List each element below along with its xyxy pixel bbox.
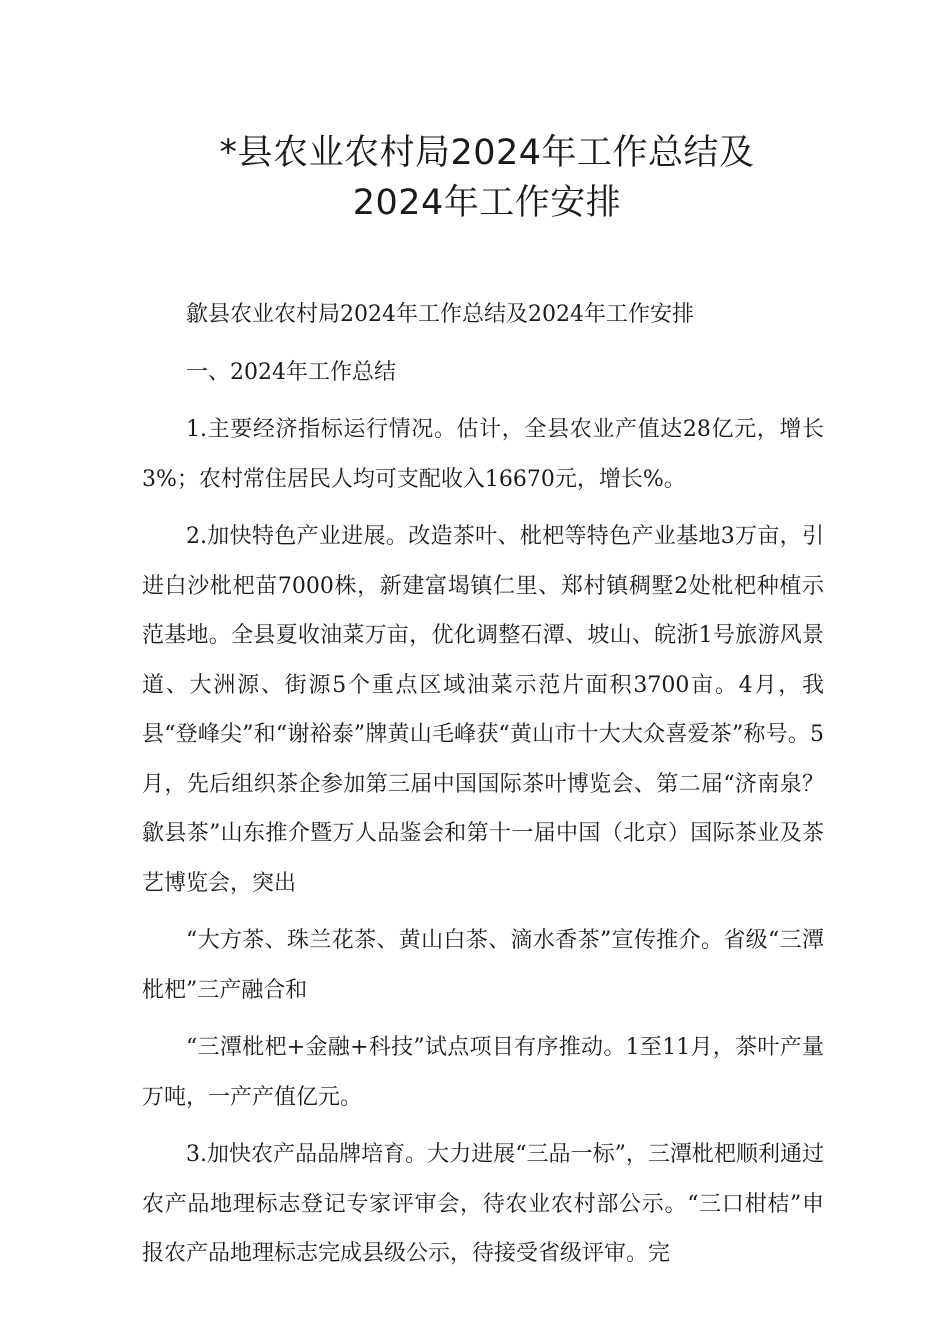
paragraph-economic-indicators: 1.主要经济指标运行情况。估计，全县农业产值达28亿元，增长3%；农村常住居民人均可支配收入16670元，增长%。 [142, 417, 824, 492]
paragraph-section-heading: 一、2024年工作总结 [186, 359, 396, 385]
paragraph-tea-promotion: “大方茶、珠兰花茶、黄山白茶、滴水香茶”宣传推介。省级“三潭枇杷”三产融合和 [142, 928, 824, 1003]
paragraph-brand-cultivation: 3.加快农产品品牌培育。大力进展“三品一标”，三潭枇杷顺利通过农产品地理标志登记专家评审会，待农业农村部公示。“三口柑桔”申报农产品地理标志完成县级公示，待接受省级评审。完 [142, 1142, 824, 1266]
document-title [142, 128, 824, 228]
document-body [142, 290, 824, 1279]
title-line-2: 2024年工作安排 [352, 183, 622, 223]
title-line-1: *县农业农村局2024年工作总结及 [219, 133, 755, 173]
paragraph-pilot-project: “三潭枇杷+金融+科技”试点项目有序推动。1至11月，茶叶产量万吨，一产产值亿元。 [142, 1035, 824, 1110]
paragraph-subtitle: 歙县农业农村局2024年工作总结及2024年工作安排 [186, 302, 694, 327]
paragraph-special-industries: 2.加快特色产业进展。改造茶叶、枇杷等特色产业基地3万亩，引进白沙枇杷苗7000株，新建富堨镇仁里、郑村镇稠墅2处枇杷种植示范基地。全县夏收油菜万亩，优化调整石潭、坡山、皖浙1号旅游风景道、大洲源、街源5个重点区域油菜示范片面积3700亩。4月，我县“登峰尖”和“谢裕泰”牌黄山毛峰获“黄山市十大大众喜爱茶”称号。5月，先后组织茶企参加第三届中国国际茶叶博览会、第二届“济南泉？歙县茶”山东推介暨万人品鉴会和第十一届中国（北京）国际茶业及茶艺博览会，突出 [142, 524, 824, 896]
